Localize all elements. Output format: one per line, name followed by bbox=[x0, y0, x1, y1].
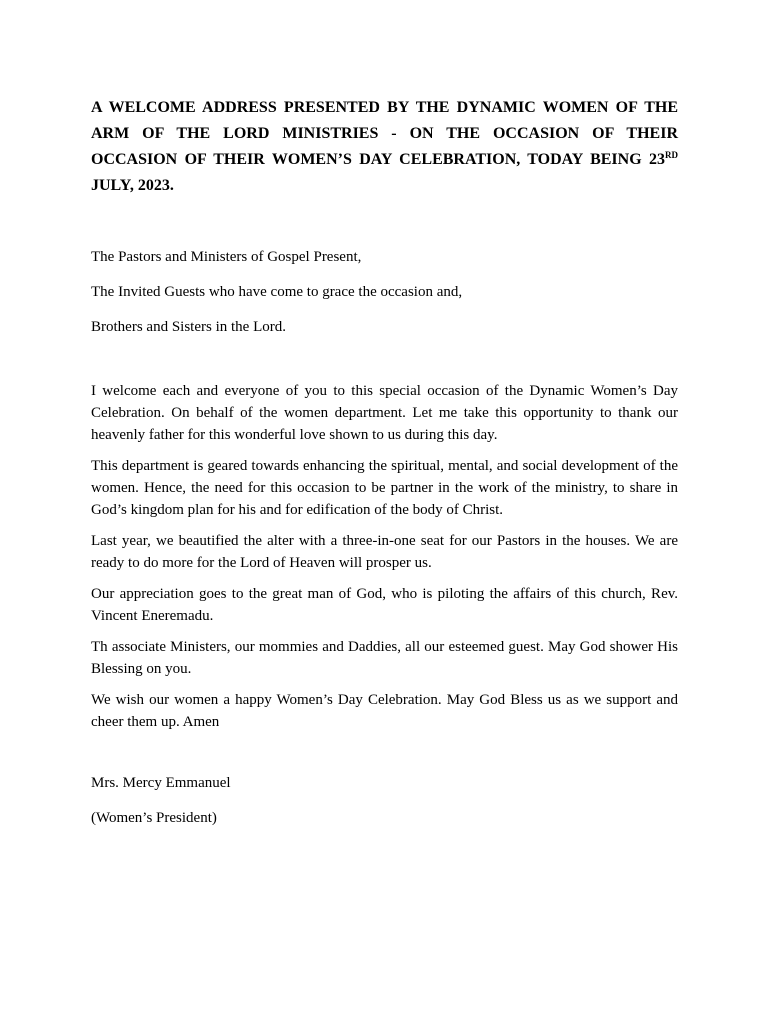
signatory-name: Mrs. Mercy Emmanuel bbox=[91, 775, 231, 791]
salutations bbox=[91, 247, 678, 337]
address-body bbox=[91, 380, 678, 733]
title-text: A WELCOME ADDRESS PRESENTED BY THE DYNAMIC WOMEN OF THE ARM OF THE LORD MINISTRIES - ON THE OCCASION OF THEIR OCCASION OF THEIR WOMEN’S DAY CELEBRATION, TODAY BEING 23 bbox=[91, 99, 678, 168]
body-paragraph: I welcome each and everyone of you to this special occasion of the Dynamic Women’s Day Celebration. On behalf of the women department. Let me take this opportunity to thank our heavenly father for this wonderful love shown to us during this day. bbox=[91, 383, 678, 443]
salutation-line: Brothers and Sisters in the Lord. bbox=[91, 319, 286, 335]
body-paragraph: We wish our women a happy Women’s Day Celebration. May God Bless us as we support and cheer them up. Amen bbox=[91, 692, 678, 730]
body-paragraph: This department is geared towards enhancing the spiritual, mental, and social development of the women. Hence, the need for this occasion to be partner in the work of the ministry, to share in God’s kingdom plan for his and for edification of the body of Christ. bbox=[91, 458, 678, 518]
body-paragraph: Last year, we beautified the alter with a three-in-one seat for our Pastors in the houses. We are ready to do more for the Lord of Heaven will prosper us. bbox=[91, 533, 678, 571]
title-superscript: RD bbox=[665, 150, 678, 160]
document-page bbox=[91, 95, 678, 843]
body-paragraph: Th associate Ministers, our mommies and Daddies, all our esteemed guest. May God shower His Blessing on you. bbox=[91, 639, 678, 677]
signatory-role: (Women’s President) bbox=[91, 810, 217, 826]
body-paragraph: Our appreciation goes to the great man of God, who is piloting the affairs of this church, Rev. Vincent Eneremadu. bbox=[91, 586, 678, 624]
signature-block bbox=[91, 773, 678, 828]
salutation-line: The Invited Guests who have come to grace the occasion and, bbox=[91, 284, 463, 300]
document-title bbox=[91, 95, 678, 199]
salutation-line: The Pastors and Ministers of Gospel Present, bbox=[91, 249, 362, 265]
title-date-text: JULY, 2023. bbox=[91, 177, 174, 194]
